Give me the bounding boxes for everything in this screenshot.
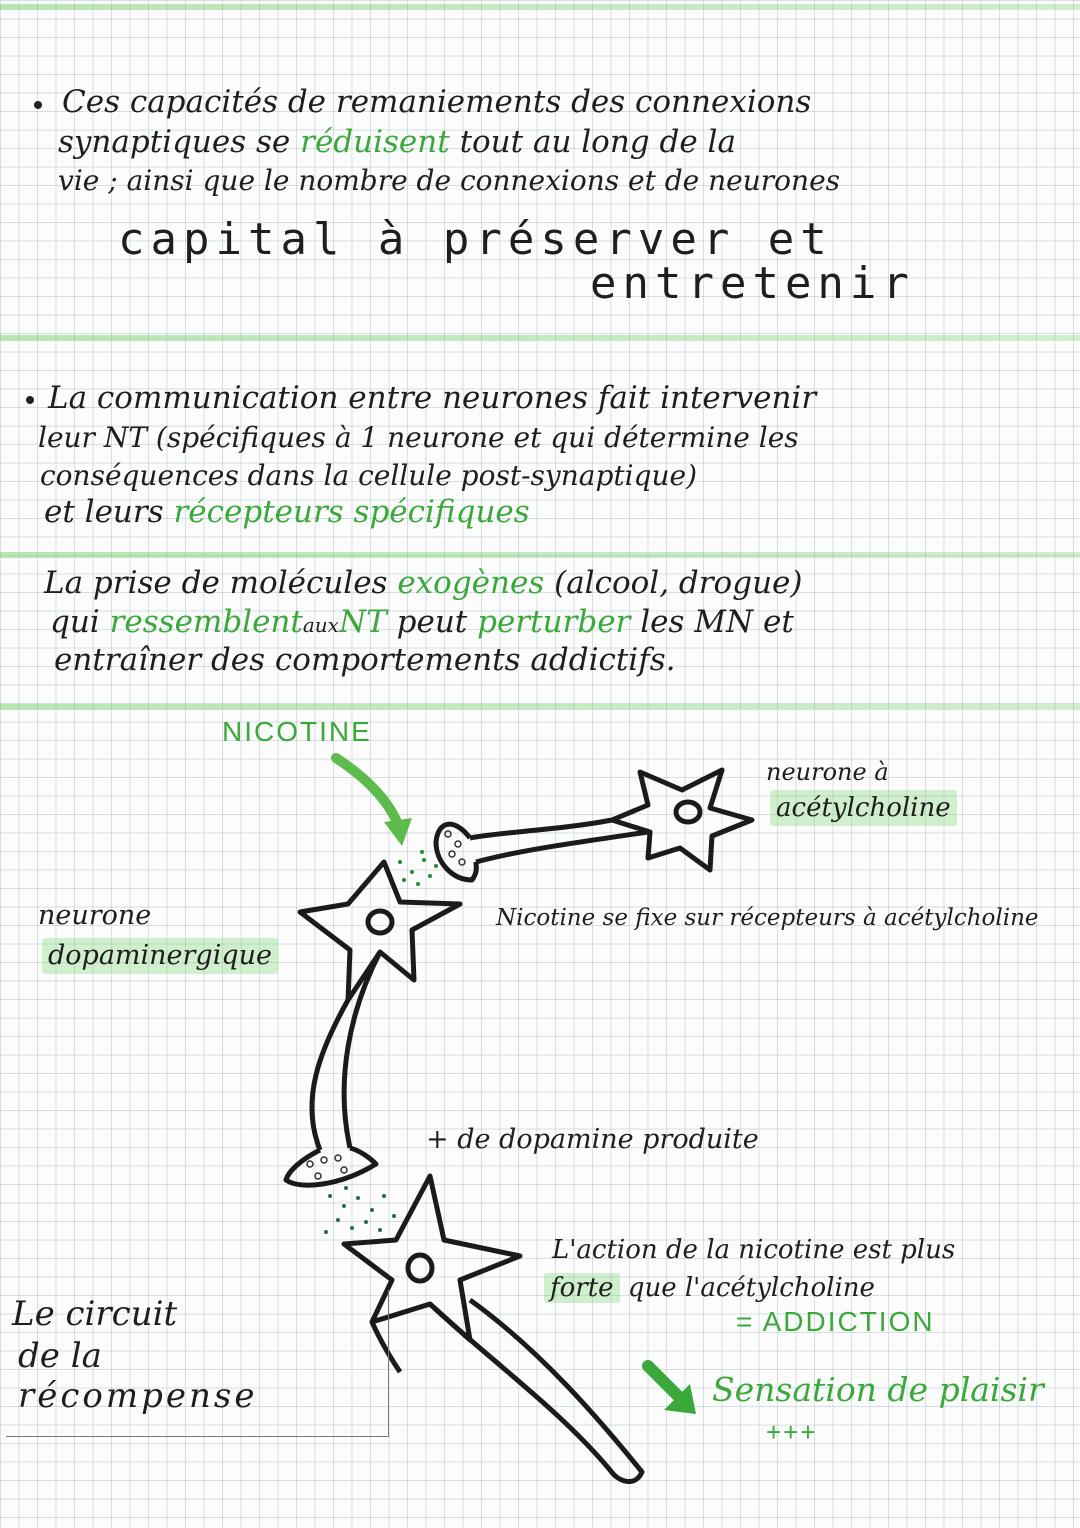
- pleasure-arrow-icon: [648, 1366, 680, 1398]
- circuit-title-3: récompense: [18, 1376, 258, 1416]
- pleasure-plus: +++: [766, 1417, 818, 1447]
- s3-keyword-nt: NT: [338, 604, 387, 640]
- nicotine-arrow-icon: [336, 758, 400, 830]
- dopamine-note: + de dopamine produite: [426, 1124, 759, 1155]
- s3-line1-text-b: (alcool, drogue): [554, 565, 803, 601]
- action-line1-text: L'action de la nicotine est plus: [552, 1235, 956, 1265]
- addiction-label: [736, 1304, 935, 1340]
- acetylcholine-neuron: [436, 770, 752, 880]
- s3-line1-text-a: La prise de molécules: [44, 565, 388, 601]
- action-line2: [544, 1270, 875, 1306]
- binding-note: Nicotine se fixe sur récepteurs à acétylcholine: [496, 905, 1039, 931]
- capital-line2: entretenir: [590, 258, 915, 309]
- s3-line2-text-b: peut: [396, 604, 468, 640]
- s2-line3: conséquences dans la cellule post-synaptique): [40, 459, 698, 492]
- s3-line2-aux: aux: [302, 613, 339, 637]
- s1-keyword-reduisent: réduisent: [300, 124, 450, 160]
- circuit-title-2: de la: [18, 1336, 102, 1376]
- action-line1: [552, 1232, 955, 1268]
- s3-line2-text-c: les MN et: [640, 604, 794, 640]
- action-line2-text: que l'acétylcholine: [627, 1273, 875, 1303]
- action-keyword-forte: forte: [544, 1273, 620, 1303]
- s1-line3-text: vie ; ainsi que le nombre de connexions et de neurones: [58, 164, 841, 197]
- capital-line1: capital à préserver et: [118, 214, 833, 265]
- pleasure-label: Sensation de plaisir: [712, 1370, 1044, 1409]
- s3-keyword-exogenes: exogènes: [397, 565, 545, 601]
- synaptic-cleft-top: [398, 850, 438, 886]
- dopamine-vesicles: [307, 1155, 347, 1179]
- s1-line2-text-b: tout au long de la: [459, 124, 736, 160]
- s2-keyword-recepteurs: récepteurs spécifiques: [173, 494, 530, 530]
- s1-line2-text-a: synaptiques se: [58, 124, 291, 160]
- nicotine-label: NICOTINE: [222, 716, 372, 747]
- s3-keyword-perturber: perturber: [477, 604, 631, 640]
- circuit-title-1: Le circuit: [12, 1294, 178, 1334]
- addiction-text: = ADDICTION: [736, 1306, 935, 1337]
- dopa-neuron-label-2: dopaminergique: [42, 938, 278, 974]
- s3-keyword-ressemblent: ressemblent: [109, 604, 303, 640]
- acetylcholine-vesicles: [445, 831, 465, 865]
- acetyl-neuron-label-1: neurone à: [766, 758, 889, 786]
- s2-line4-text: et leurs: [44, 494, 164, 530]
- synaptic-cleft-bottom: [324, 1186, 396, 1234]
- acetyl-neuron-label-2: acétylcholine: [770, 790, 957, 826]
- s3-line2-text-a: qui: [50, 604, 100, 640]
- nicotine-arrowhead-icon: [384, 818, 412, 846]
- s2-line1: La communication entre neurones fait intervenir: [48, 380, 817, 416]
- s1-line1-text: Ces capacités de remaniements des connexions: [62, 84, 812, 120]
- s3-line3: entraîner des comportements addictifs.: [54, 642, 676, 678]
- s2-line2: leur NT (spécifiques à 1 neurone et qui détermine les: [38, 421, 799, 454]
- dopa-neuron-label-1: neurone: [38, 900, 152, 931]
